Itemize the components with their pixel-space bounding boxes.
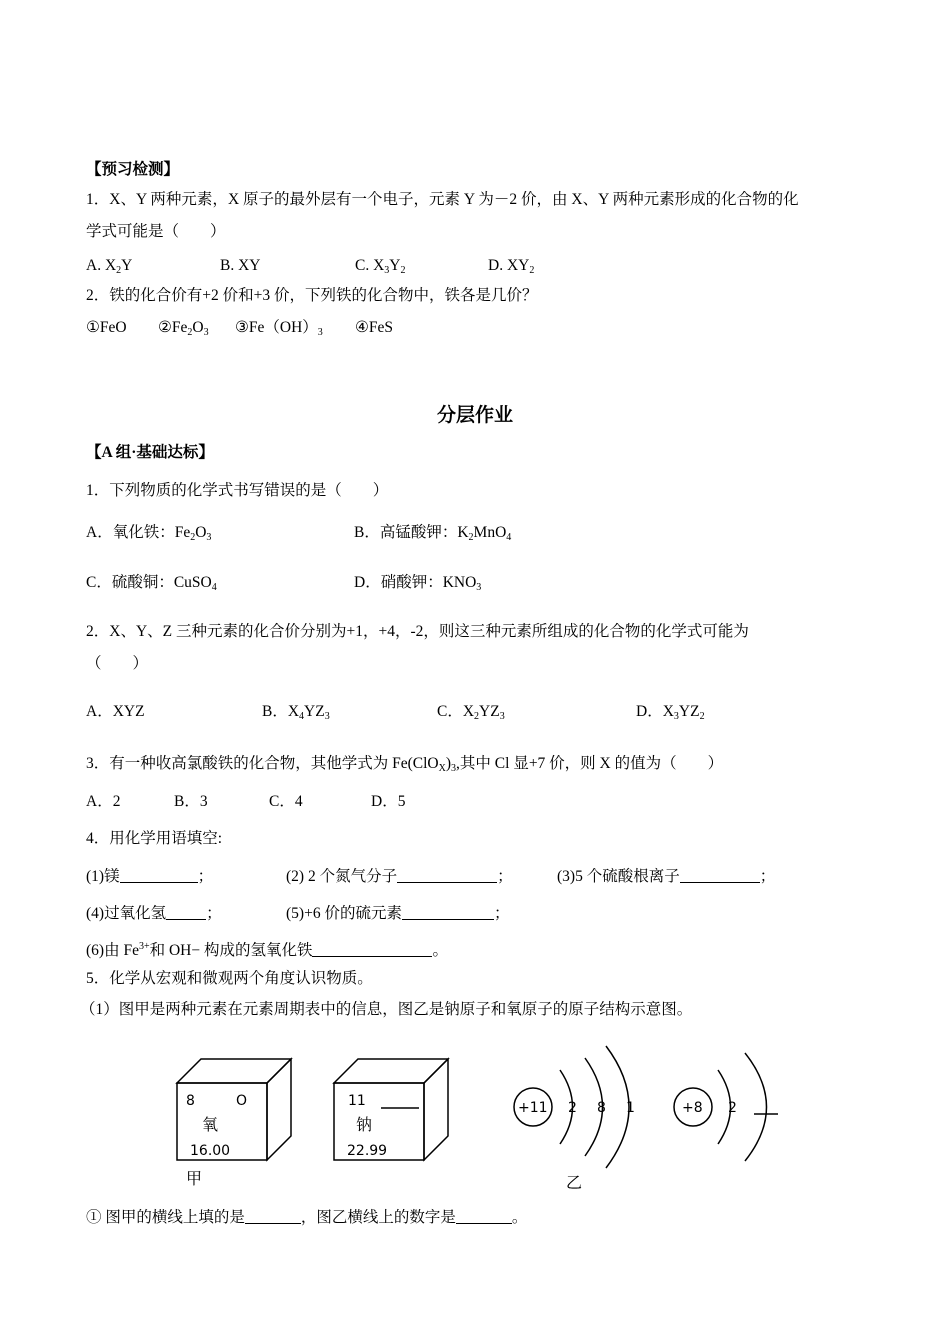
hw-q2-option-c: C．$X_2YZ_3$ bbox=[437, 703, 505, 722]
answer-blank[interactable] bbox=[312, 942, 432, 957]
oxygen-number: 8 bbox=[186, 1093, 195, 1109]
hw-q4-stem: 4．用化学用语填空: bbox=[86, 830, 223, 847]
na-nucleus: +11 bbox=[518, 1100, 548, 1116]
answer-blank[interactable] bbox=[120, 868, 198, 883]
sodium-number: 11 bbox=[348, 1093, 366, 1109]
hw-q2-option-d: D．$X_3YZ_2$ bbox=[636, 703, 705, 722]
preview-q1-option-b: B. XY bbox=[220, 257, 261, 274]
hw-q5-part-1: ① 图甲的横线上填的是 ，图乙横线上的数字是 。 bbox=[86, 1209, 528, 1226]
hw-q1-option-c: C．硫酸铜：CuSO$_4$ bbox=[86, 574, 217, 593]
hw-q3-option-d: D．5 bbox=[371, 793, 406, 810]
hw-q4-item-3: (3)5 个硫酸根离子 ； bbox=[557, 868, 776, 885]
hw-q3-option-b: B．3 bbox=[174, 793, 208, 810]
o-nucleus: +8 bbox=[682, 1100, 703, 1116]
oxygen-mass: 16.00 bbox=[190, 1143, 231, 1159]
sodium-mass: 22.99 bbox=[347, 1143, 388, 1159]
oxygen-atom-diagram bbox=[674, 1053, 778, 1161]
hw-q3-option-a: A．2 bbox=[86, 793, 121, 810]
answer-blank[interactable] bbox=[456, 1209, 512, 1224]
group-a-heading: 【A 组·基础达标】 bbox=[86, 444, 214, 461]
hw-q2-option-b: B．$X_4YZ_3$ bbox=[262, 703, 330, 722]
hw-q4-item-4: (4)过氧化氢 ； bbox=[86, 905, 222, 922]
homework-title: 分层作业 bbox=[436, 405, 513, 426]
na-shell-1: 2 bbox=[568, 1100, 577, 1116]
hw-q2-line2: （ ） bbox=[86, 655, 149, 672]
preview-q2-item-2: $②Fe_2O_3$ bbox=[158, 319, 209, 338]
preview-q2-item-3: $③Fe(OH)_3$ bbox=[235, 319, 323, 338]
label-jia: 甲 bbox=[186, 1169, 203, 1188]
o-shell-1: 2 bbox=[728, 1100, 737, 1116]
preview-q2-item-4: ④FeS bbox=[355, 319, 394, 336]
preview-q1-line2: 学式可能是（ ） bbox=[86, 223, 226, 240]
label-yi: 乙 bbox=[566, 1173, 583, 1192]
hw-q1-option-b: B．高锰酸钾：$K_2MnO_4$ bbox=[354, 524, 512, 543]
oxygen-name: 氧 bbox=[202, 1115, 219, 1134]
hw-q1-option-d: D．硝酸钾：$KNO_3$ bbox=[354, 574, 482, 593]
hw-q4-item-6: (6)由 $Fe^{3+}$和 OH− 构成的氢氧化铁 。 bbox=[86, 941, 448, 959]
hw-q5-sub1: （1）图甲是两种元素在元素周期表中的信息，图乙是钠原子和氧原子的原子结构示意图。 bbox=[80, 1001, 693, 1018]
hw-q3-stem: 3．有一种收高氯酸铁的化合物，其他学式为 $Fe(ClO_X)_3$,其中 Cl 显+7 价，则 X 的值为（ ） bbox=[86, 755, 724, 774]
preview-q1-line1: 1．X、Y 两种元素，X 原子的最外层有一个电子，元素 Y 为－2 价，由 X、Y 两种元素形成的化合物的化 bbox=[86, 191, 799, 208]
answer-blank[interactable] bbox=[680, 868, 760, 883]
preview-heading: 【预习检测】 bbox=[86, 161, 180, 178]
sodium-atom-diagram bbox=[514, 1046, 635, 1168]
preview-q1-option-c: C. $X_3Y_2$ bbox=[355, 257, 406, 276]
hw-q1-stem: 1．下列物质的化学式书写错误的是（ ） bbox=[86, 482, 389, 499]
hw-q1-option-a: A．氧化铁：$Fe_2O_3$ bbox=[86, 524, 212, 543]
hw-q3-option-c: C．4 bbox=[269, 793, 303, 810]
preview-q1-option-d: D. $XY_2$ bbox=[488, 257, 535, 276]
hw-q4-item-2: (2) 2 个氮气分子 ； bbox=[286, 868, 513, 885]
na-shell-3: 1 bbox=[626, 1100, 635, 1116]
preview-q2-line1: 2．铁的化合价有+2 价和+3 价，下列铁的化合物中，铁各是几价？ bbox=[86, 287, 538, 304]
element-figure bbox=[0, 1030, 950, 1200]
na-shell-2: 8 bbox=[597, 1100, 606, 1116]
hw-q4-item-1: (1)镁 ； bbox=[86, 868, 214, 885]
preview-q1-option-a: A. $X_2Y$ bbox=[86, 257, 133, 276]
answer-blank[interactable] bbox=[166, 905, 206, 920]
answer-blank[interactable] bbox=[245, 1209, 301, 1224]
answer-blank[interactable] bbox=[397, 868, 497, 883]
hw-q2-option-a: A．XYZ bbox=[86, 703, 145, 720]
hw-q4-item-5: (5)+6 价的硫元素 ； bbox=[286, 905, 510, 922]
hw-q2-line1: 2．X、Y、Z 三种元素的化合价分别为+1，+4，-2，则这三种元素所组成的化合物的化学式可能为 bbox=[86, 623, 749, 640]
hw-q5-stem: 5．化学从宏观和微观两个角度认识物质。 bbox=[86, 970, 373, 987]
answer-blank[interactable] bbox=[402, 905, 494, 920]
sodium-name: 钠 bbox=[356, 1115, 373, 1134]
oxygen-symbol: O bbox=[236, 1093, 248, 1109]
preview-q2-item-1: ①FeO bbox=[86, 319, 127, 336]
